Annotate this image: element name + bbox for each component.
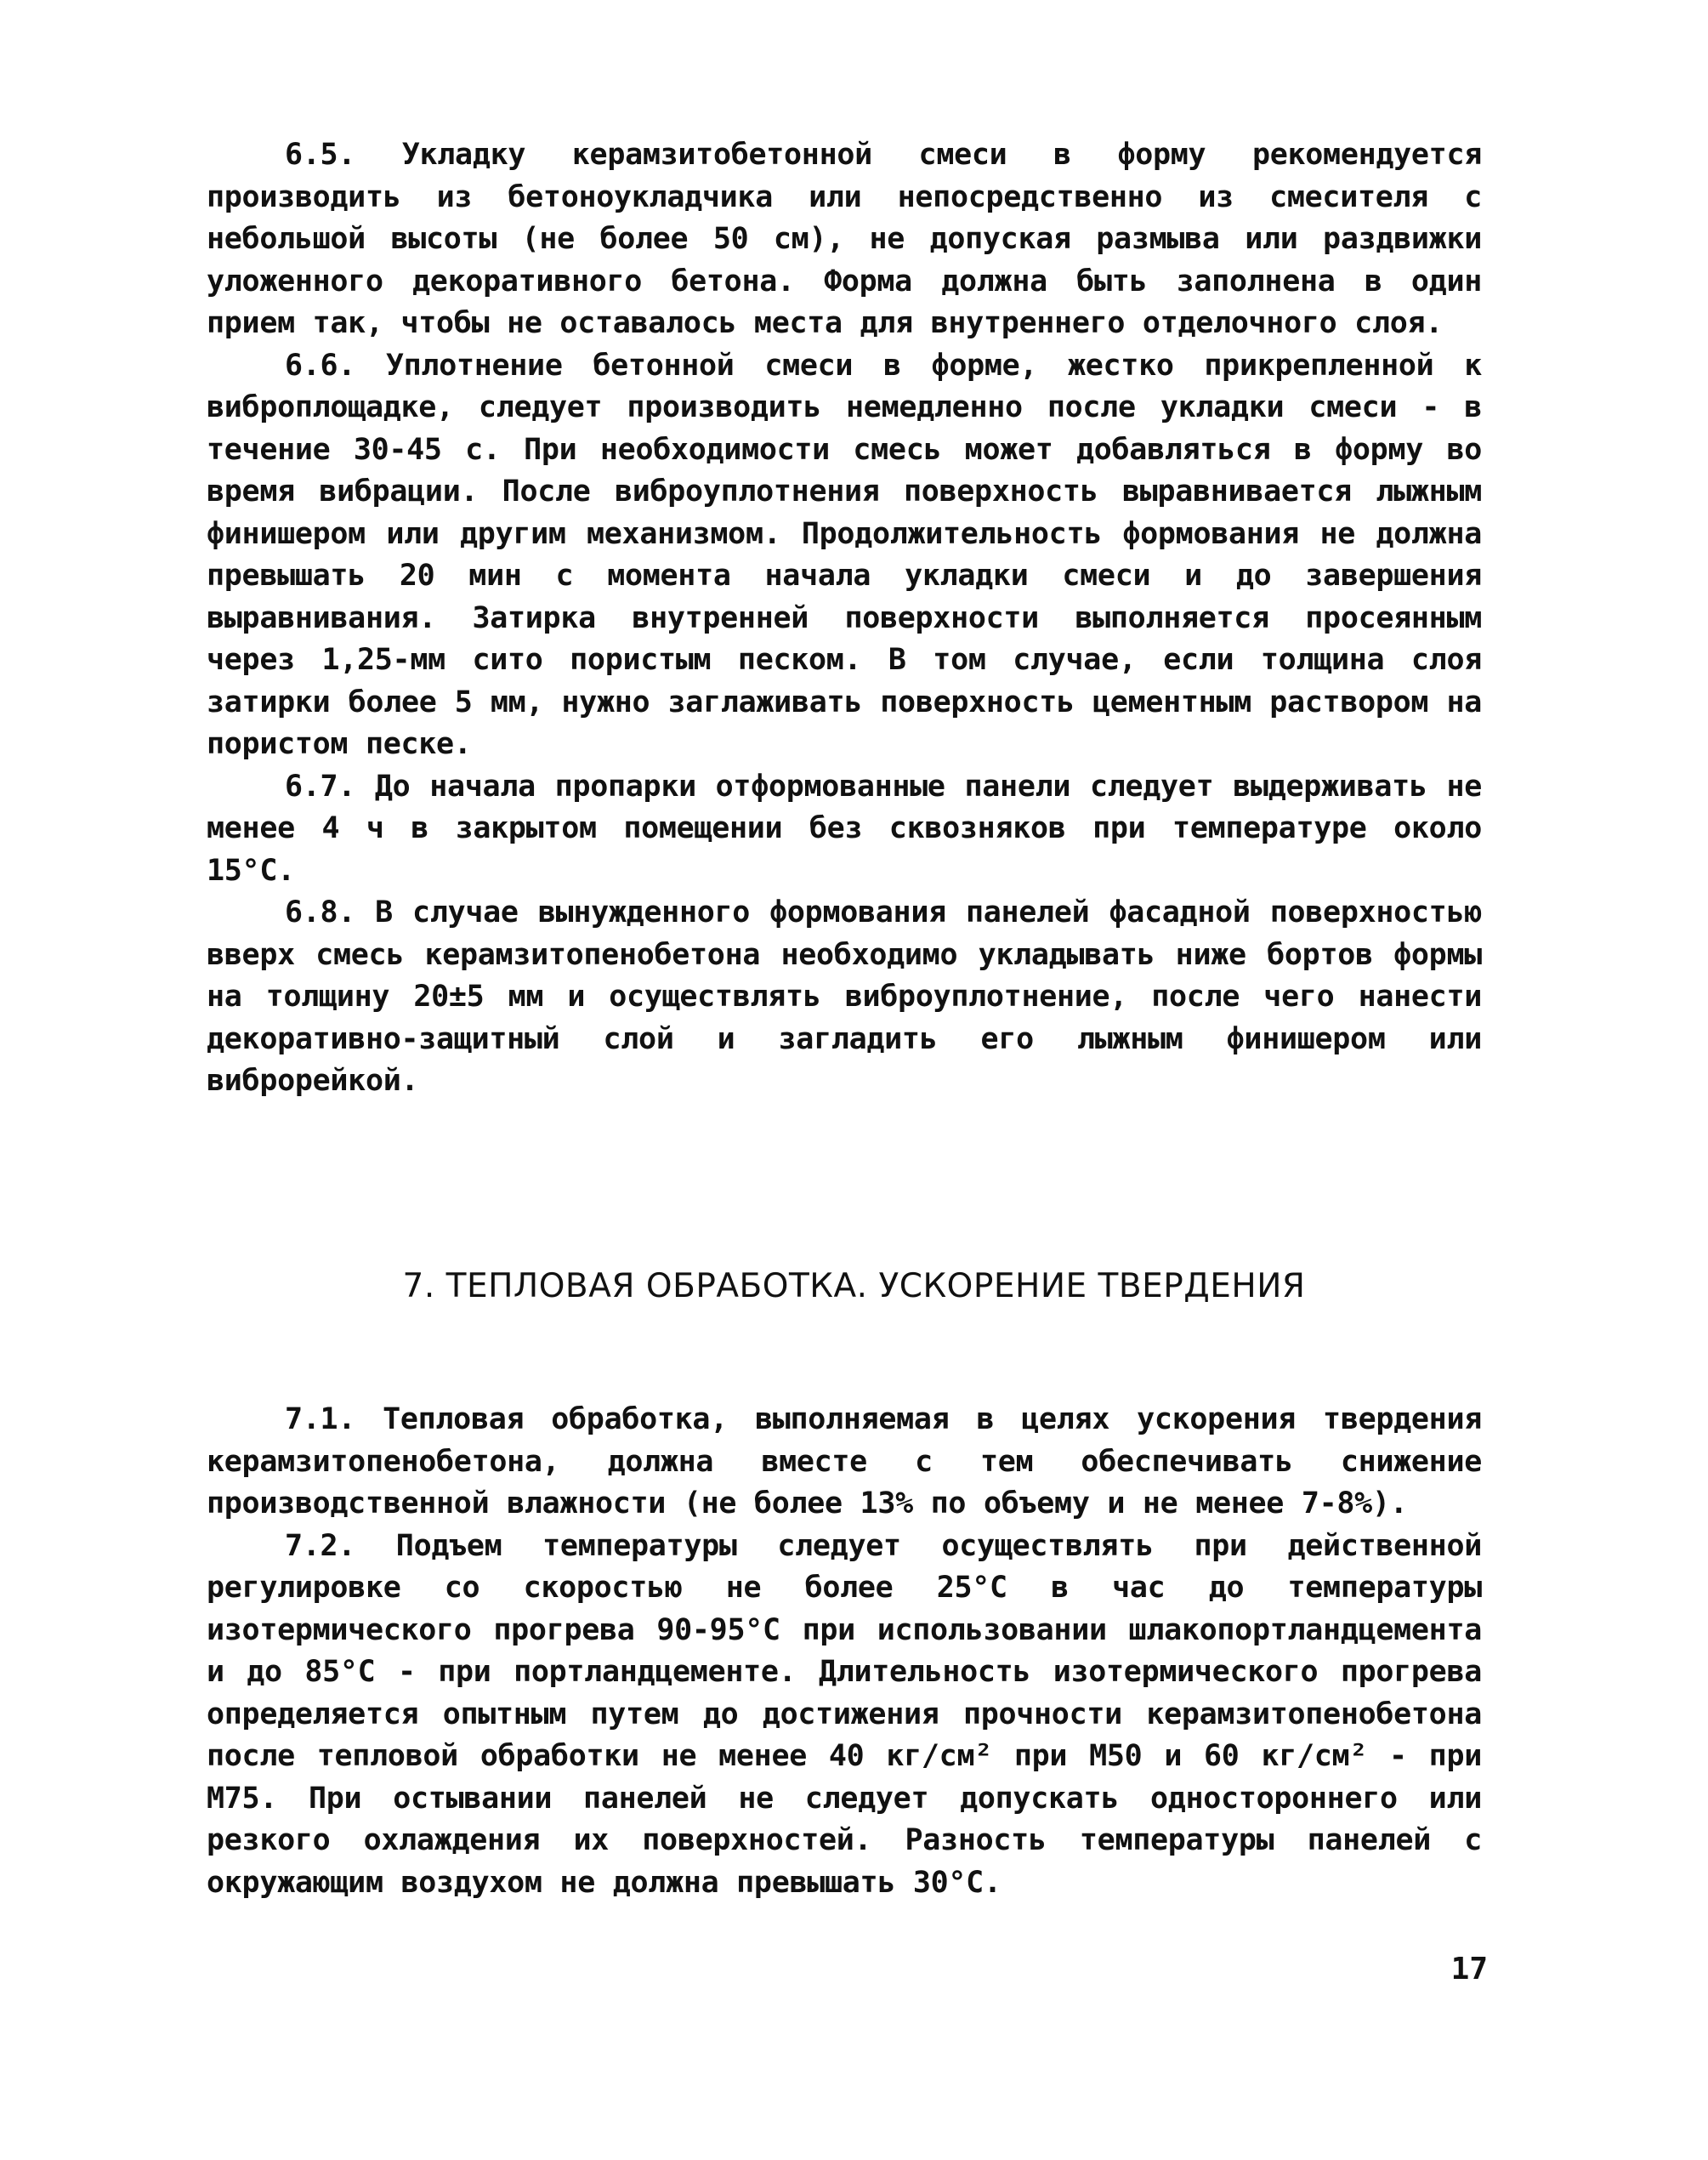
section-7-text <box>207 1399 1482 1904</box>
section-6-text <box>207 134 1482 1103</box>
page-number: 17 <box>1450 1952 1488 1987</box>
paragraph-6-6: 6.6. Уплотнение бетонной смеси в форме, жестко прикрепленной к виброплощадке, следует производить немедленно после укладки смеси - в течение 30-45 с. При необходимости смесь может добавляться в форму во время вибрации. После виброуплотнения поверхность выравнивается лыжным финишером или другим механизмом. Продолжительность формования не должна превышать 20 мин с момента начала укладки смеси и до завершения выравнивания. Затирка внутренней поверхности выполняется просеянным через 1,25-мм сито пористым песком. В том случае, если толщина слоя затирки более 5 мм, нужно заглаживать поверхность цементным раствором на пористом песке. <box>207 348 1482 761</box>
paragraph-6-7: 6.7. До начала пропарки отформованные панели следует выдерживать не менее 4 ч в закрытом помещении без сквозняков при температуре около 15°С. <box>207 769 1482 888</box>
paragraph-6-8: 6.8. В случае вынужденного формования панелей фасадной поверхностью вверх смесь керамзитопенобетона необходимо укладывать ниже бортов формы на толщину 20±5 мм и осуществлять виброуплотнение, после чего нанести декоративно-защитный слой и загладить его лыжным финишером или виброрейкой. <box>207 895 1482 1098</box>
section-7-heading: 7. ТЕПЛОВАЯ ОБРАБОТКА. УСКОРЕНИЕ ТВЕРДЕНИЯ <box>402 1267 1306 1305</box>
paragraph-7-1: 7.1. Тепловая обработка, выполняемая в целях ускорения твердения керамзитопенобетона, должна вместе с тем обеспечивать снижение производственной влажности (не более 13% по объему и не менее 7-8%). <box>207 1402 1482 1521</box>
paragraph-7-2: 7.2. Подъем температуры следует осуществлять при действенной регулировке со скоростью не более 25°С в час до температуры изотермического прогрева 90-95°С при использовании шлакопортландцемента и до 85°С - при портландцементе. Длительность изотермического прогрева определяется опытным путем до достижения прочности керамзитопенобетона после тепловой обработки не менее 40 кг/см² при М50 и 60 кг/см² - при М75. При остывании панелей не следует допускать одностороннего или резкого охлаждения их поверхностей. Разность температуры панелей с окружающим воздухом не должна превышать 30°С. <box>207 1528 1482 1900</box>
paragraph-6-5: 6.5. Укладку керамзитобетонной смеси в форму рекомендуется производить из бетоноукладчика или непосредственно из смесителя с небольшой высоты (не более 50 см), не допуская размыва или раздвижки уложенного декоративного бетона. Форма должна быть заполнена в один прием так, чтобы не оставалось места для внутреннего отделочного слоя. <box>207 138 1482 340</box>
